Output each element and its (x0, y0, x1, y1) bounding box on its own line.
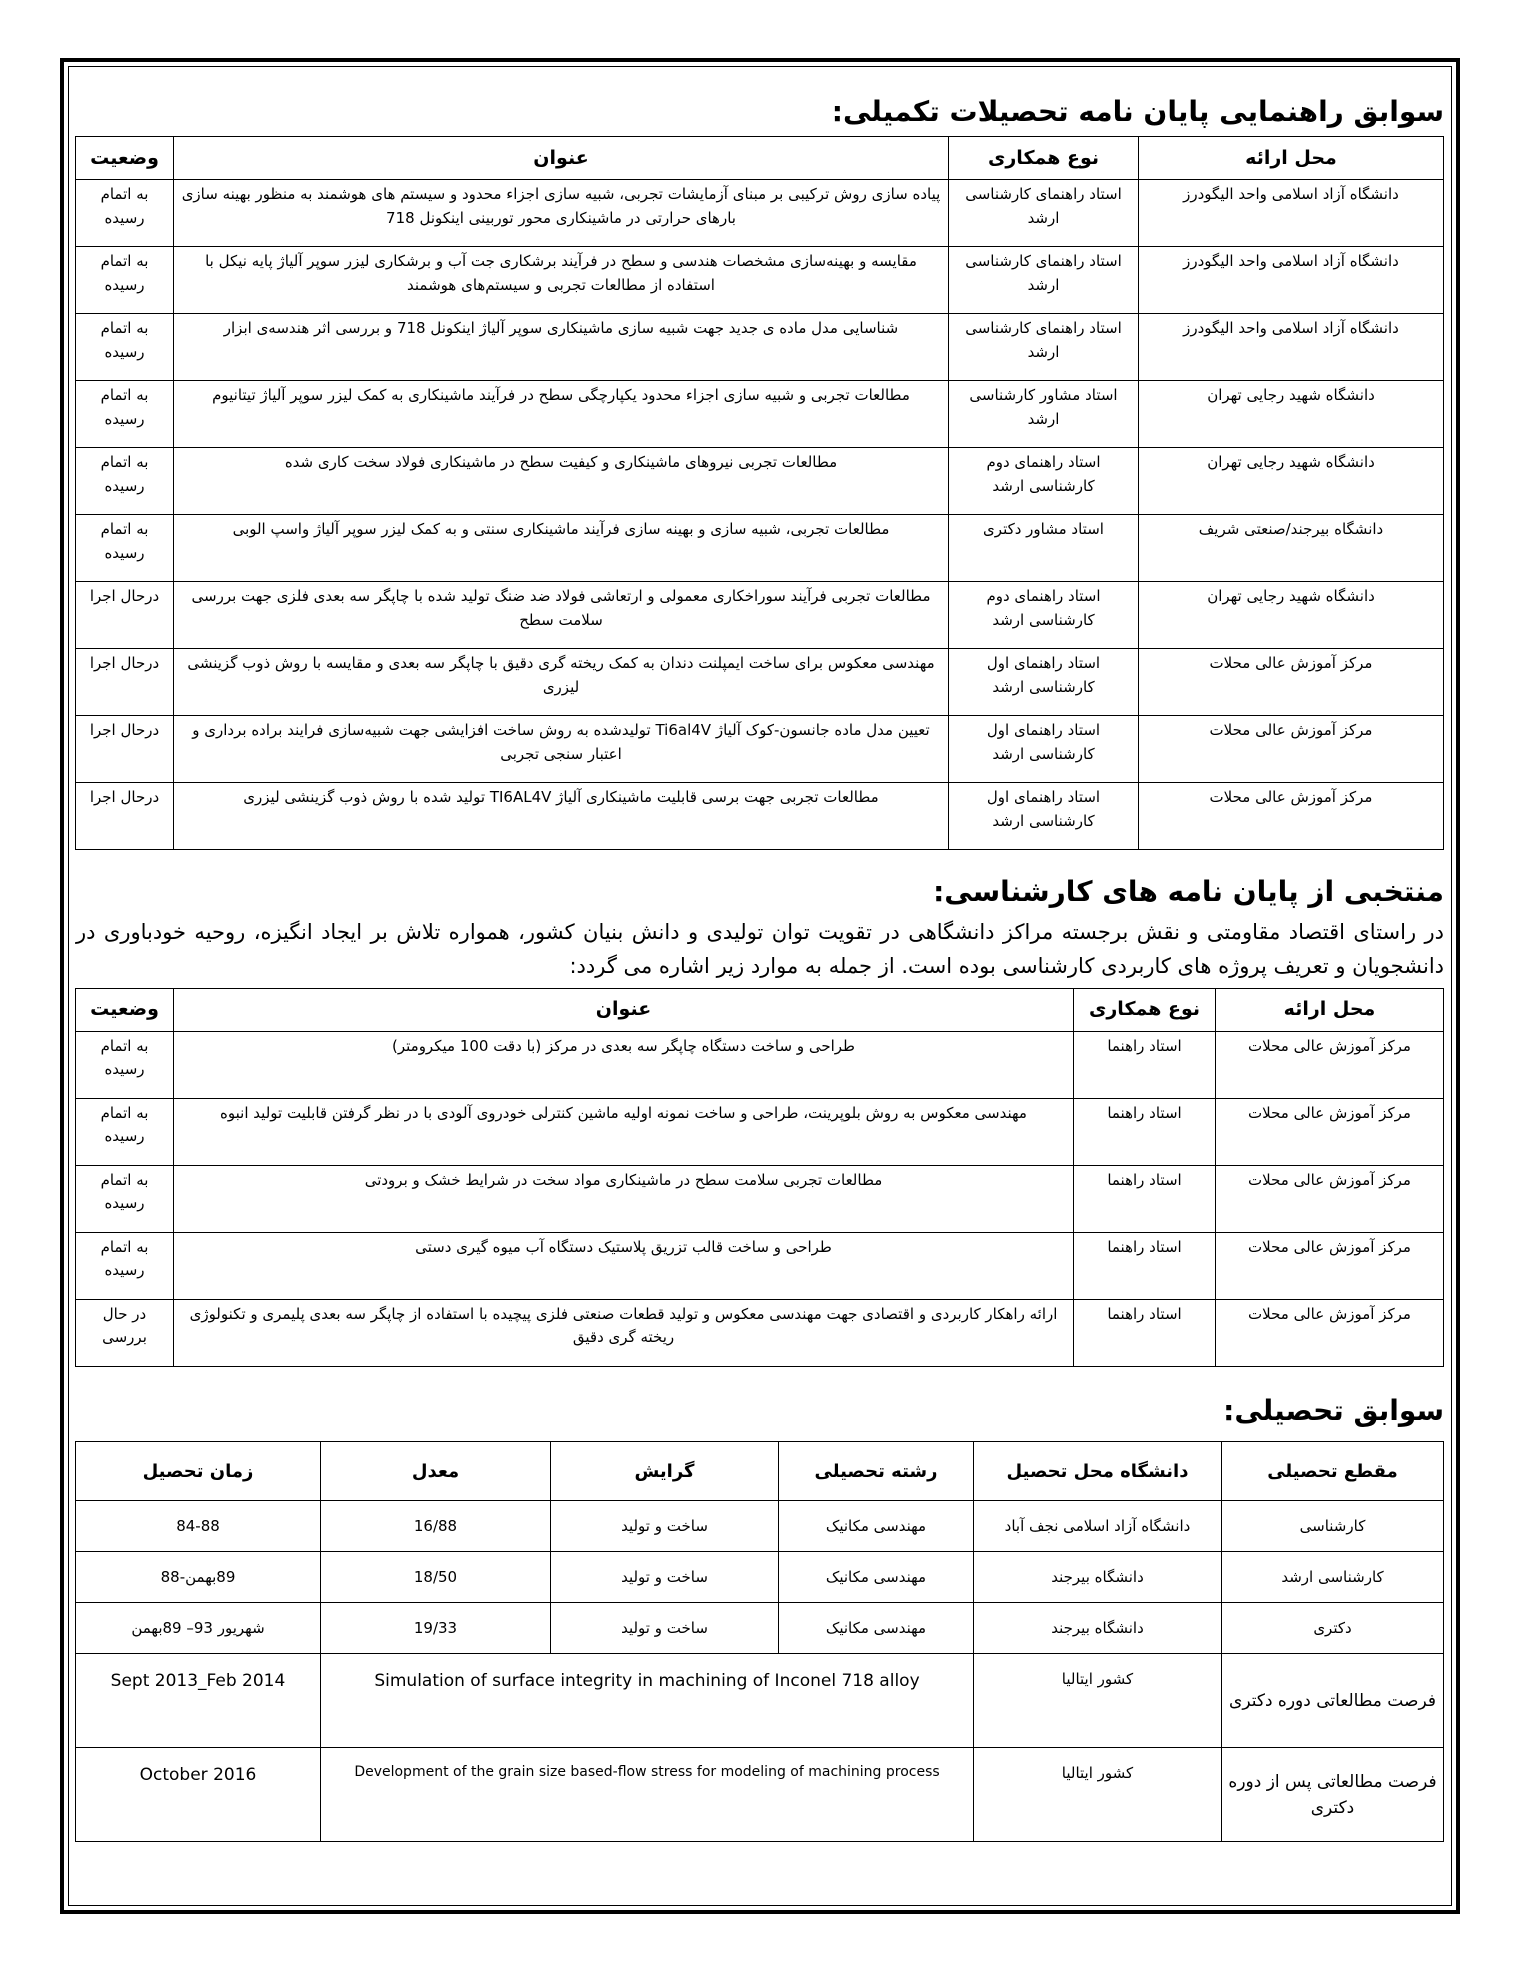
study-period-cell: Sept 2013_Feb 2014 (76, 1654, 321, 1748)
col-header: معدل (321, 1442, 551, 1501)
status-cell: به اتمام رسیده (76, 1166, 174, 1233)
place-cell: مرکز آموزش عالی محلات (1216, 1233, 1444, 1300)
branch-cell: ساخت و تولید (551, 1603, 779, 1654)
study-period-cell: October 2016 (76, 1748, 321, 1842)
university-cell: دانشگاه بیرجند (974, 1603, 1222, 1654)
table-row (76, 1748, 1444, 1842)
gpa-cell: 16/88 (321, 1501, 551, 1552)
cooperation-type-cell: استاد مشاور کارشناسی ارشد (949, 381, 1139, 448)
research-topic-cell: Development of the grain size based-flow stress for modeling of machining process (321, 1748, 974, 1842)
section2-title: منتخبی از پایان نامه های کارشناسی: (933, 875, 1444, 909)
status-cell: به اتمام رسیده (76, 180, 174, 247)
project-title-cell: مطالعات تجربی سلامت سطح در ماشینکاری مواد سخت در شرایط خشک و برودتی (174, 1166, 1074, 1233)
place-cell: مرکز آموزش عالی محلات (1216, 1099, 1444, 1166)
status-cell: درحال اجرا (76, 582, 174, 649)
status-cell: به اتمام رسیده (76, 381, 174, 448)
col-header: رشته تحصیلی (779, 1442, 974, 1501)
gpa-cell: 19/33 (321, 1603, 551, 1654)
thesis-title-cell: مقایسه و بهینه‌سازی مشخصات هندسی و سطح در فرآیند برشکاری جت آب و برشکاری لیزر سوپر آلیاژ پایه نیکل با استفاده از مطالعات تجربی و سیستم‌های هوشمند (174, 247, 949, 314)
table-row (76, 314, 1444, 381)
cooperation-type-cell: استاد راهنمای دوم کارشناسی ارشد (949, 582, 1139, 649)
study-period-cell: شهریور 93– 89بهمن (76, 1603, 321, 1654)
research-topic-cell: Simulation of surface integrity in machining of Inconel 718 alloy (321, 1654, 974, 1748)
project-title-cell: مهندسی معکوس به روش بلوپرینت، طراحی و ساخت نمونه اولیه ماشین کنترلی خودروی آلودی با در نظر گرفتن قابلیت تولید انبوه (174, 1099, 1074, 1166)
university-cell: دانشگاه آزاد اسلامی نجف آباد (974, 1501, 1222, 1552)
table-header-row (76, 137, 1444, 180)
cooperation-type-cell: استاد راهنما (1074, 1099, 1216, 1166)
status-cell: به اتمام رسیده (76, 1032, 174, 1099)
table-row (76, 381, 1444, 448)
degree-level-cell: فرصت مطالعاتی دوره دکتری (1222, 1654, 1444, 1748)
place-cell: مرکز آموزش عالی محلات (1139, 716, 1444, 783)
table-row (76, 1032, 1444, 1099)
project-title-cell: طراحی و ساخت قالب تزریق پلاستیک دستگاه آب میوه گیری دستی (174, 1233, 1074, 1300)
col-header: عنوان (174, 989, 1074, 1032)
table-row (76, 649, 1444, 716)
thesis-title-cell: شناسایی مدل ماده ی جدید جهت شبیه سازی ماشینکاری سوپر آلیاژ اینکونل 718 و بررسی اثر هندسه‌ی ابزار (174, 314, 949, 381)
cooperation-type-cell: استاد راهنما (1074, 1233, 1216, 1300)
status-cell: به اتمام رسیده (76, 515, 174, 582)
col-header: نوع همکاری (1074, 989, 1216, 1032)
place-cell: دانشگاه بیرجند/صنعتی شریف (1139, 515, 1444, 582)
status-cell: درحال اجرا (76, 783, 174, 850)
status-cell: درحال اجرا (76, 716, 174, 783)
table-row (76, 1552, 1444, 1603)
place-cell: دانشگاه شهید رجایی تهران (1139, 582, 1444, 649)
branch-cell: ساخت و تولید (551, 1501, 779, 1552)
place-cell: مرکز آموزش عالی محلات (1216, 1166, 1444, 1233)
table-row (76, 515, 1444, 582)
section3-title: سوابق تحصیلی: (1223, 1394, 1444, 1428)
table-row (76, 1233, 1444, 1300)
university-cell: دانشگاه بیرجند (974, 1552, 1222, 1603)
degree-level-cell: فرصت مطالعاتی پس از دوره دکتری (1222, 1748, 1444, 1842)
gpa-cell: 18/50 (321, 1552, 551, 1603)
cooperation-type-cell: استاد راهنما (1074, 1032, 1216, 1099)
col-header: گرایش (551, 1442, 779, 1501)
table-row (76, 1603, 1444, 1654)
cooperation-type-cell: استاد راهنمای کارشناسی ارشد (949, 314, 1139, 381)
status-cell: در حال بررسی (76, 1300, 174, 1367)
table-row (76, 448, 1444, 515)
col-header: نوع همکاری (949, 137, 1139, 180)
cooperation-type-cell: استاد راهنمای اول کارشناسی ارشد (949, 783, 1139, 850)
thesis-title-cell: مطالعات تجربی و شبیه سازی اجزاء محدود یکپارچگی سطح در فرآیند ماشینکاری به کمک لیزر سوپر آلیاژ تیتانیوم (174, 381, 949, 448)
table-row (76, 1654, 1444, 1748)
place-cell: دانشگاه شهید رجایی تهران (1139, 448, 1444, 515)
degree-level-cell: دکتری (1222, 1603, 1444, 1654)
field-cell: مهندسی مکانیک (779, 1552, 974, 1603)
place-cell: مرکز آموزش عالی محلات (1139, 783, 1444, 850)
project-title-cell: ارائه راهکار کاربردی و اقتصادی جهت مهندسی معکوس و تولید قطعات صنعتی فلزی پیچیده با استفاده از چاپگر سه بعدی پلیمری و تکنولوژی ریخته گری دقیق (174, 1300, 1074, 1367)
section1-title: سوابق راهنمایی پایان نامه تحصیلات تکمیلی: (831, 95, 1444, 128)
degree-level-cell: کارشناسی ارشد (1222, 1552, 1444, 1603)
place-cell: مرکز آموزش عالی محلات (1216, 1032, 1444, 1099)
cooperation-type-cell: استاد راهنمای کارشناسی ارشد (949, 180, 1139, 247)
col-header: محل ارائه (1216, 989, 1444, 1032)
cooperation-type-cell: استاد راهنمای اول کارشناسی ارشد (949, 716, 1139, 783)
table-row (76, 783, 1444, 850)
place-cell: مرکز آموزش عالی محلات (1139, 649, 1444, 716)
col-header: وضعیت (76, 137, 174, 180)
table-row (76, 1300, 1444, 1367)
col-header: زمان تحصیل (76, 1442, 321, 1501)
place-cell: دانشگاه آزاد اسلامی واحد الیگودرز (1139, 314, 1444, 381)
cooperation-type-cell: استاد راهنما (1074, 1166, 1216, 1233)
thesis-title-cell: تعیین مدل ماده جانسون-کوک آلیاژ Ti6al4V تولیدشده به روش ساخت افزایشی جهت شبیه‌سازی فرایند براده برداری و اعتبار سنجی تجربی (174, 716, 949, 783)
cooperation-type-cell: استاد مشاور دکتری (949, 515, 1139, 582)
cooperation-type-cell: استاد راهنما (1074, 1300, 1216, 1367)
col-header: مقطع تحصیلی (1222, 1442, 1444, 1501)
study-period-cell: 84-88 (76, 1501, 321, 1552)
thesis-title-cell: مهندسی معکوس برای ساخت ایمپلنت دندان به کمک ریخته گری دقیق با چاپگر سه بعدی و مقایسه با روش ذوب گزینشی لیزری (174, 649, 949, 716)
table-header-row (76, 1442, 1444, 1501)
status-cell: به اتمام رسیده (76, 1099, 174, 1166)
col-header: دانشگاه محل تحصیل (974, 1442, 1222, 1501)
table-header-row (76, 989, 1444, 1032)
field-cell: مهندسی مکانیک (779, 1603, 974, 1654)
section2-paragraph: در راستای اقتصاد مقاومتی و نقش برجسته مراکز دانشگاهی در تقویت توان تولیدی و دانش بنیان کشور، همواره تلاش بر ایجاد انگیزه، روحیه خودباوری در دانشجویان و تعریف پروژه های کاربردی کارشناسی بوده است. از جمله به موارد زیر اشاره می گردد: (76, 919, 1444, 979)
table-row (76, 1099, 1444, 1166)
thesis-title-cell: مطالعات تجربی، شبیه سازی و بهینه سازی فرآیند ماشینکاری سنتی و به کمک لیزر سوپر آلیاژ واسپ الوبی (174, 515, 949, 582)
place-cell: دانشگاه آزاد اسلامی واحد الیگودرز (1139, 247, 1444, 314)
thesis-title-cell: مطالعات تجربی جهت برسی قابلیت ماشینکاری آلیاژ TI6AL4V تولید شده با روش ذوب گزینشی لیزری (174, 783, 949, 850)
education-table (75, 1441, 1444, 1842)
col-header: محل ارائه (1139, 137, 1444, 180)
place-cell: دانشگاه شهید رجایی تهران (1139, 381, 1444, 448)
status-cell: به اتمام رسیده (76, 1233, 174, 1300)
cooperation-type-cell: استاد راهنمای دوم کارشناسی ارشد (949, 448, 1139, 515)
cooperation-type-cell: استاد راهنمای کارشناسی ارشد (949, 247, 1139, 314)
degree-level-cell: کارشناسی (1222, 1501, 1444, 1552)
table-row (76, 247, 1444, 314)
project-title-cell: طراحی و ساخت دستگاه چاپگر سه بعدی در مرکز (با دقت 100 میکرومتر) (174, 1032, 1074, 1099)
supervision-table (75, 136, 1444, 850)
thesis-title-cell: مطالعات تجربی فرآیند سوراخکاری معمولی و ارتعاشی فولاد ضد ضنگ تولید شده با چاپگر سه بعدی فلزی جهت بررسی سلامت سطح (174, 582, 949, 649)
col-header: وضعیت (76, 989, 174, 1032)
place-cell: مرکز آموزش عالی محلات (1216, 1300, 1444, 1367)
bachelor-projects-table (75, 988, 1444, 1367)
table-row (76, 180, 1444, 247)
table-row (76, 1166, 1444, 1233)
table-row (76, 1501, 1444, 1552)
status-cell: به اتمام رسیده (76, 247, 174, 314)
col-header: عنوان (174, 137, 949, 180)
country-cell: کشور ایتالیا (974, 1654, 1222, 1748)
field-cell: مهندسی مکانیک (779, 1501, 974, 1552)
cooperation-type-cell: استاد راهنمای اول کارشناسی ارشد (949, 649, 1139, 716)
status-cell: درحال اجرا (76, 649, 174, 716)
status-cell: به اتمام رسیده (76, 448, 174, 515)
branch-cell: ساخت و تولید (551, 1552, 779, 1603)
document-content (76, 66, 1444, 1842)
country-cell: کشور ایتالیا (974, 1748, 1222, 1842)
table-row (76, 716, 1444, 783)
study-period-cell: 89بهمن-88 (76, 1552, 321, 1603)
status-cell: به اتمام رسیده (76, 314, 174, 381)
place-cell: دانشگاه آزاد اسلامی واحد الیگودرز (1139, 180, 1444, 247)
table-row (76, 582, 1444, 649)
thesis-title-cell: پیاده سازی روش ترکیبی بر مبنای آزمایشات تجربی، شبیه سازی اجزاء محدود و سیستم های هوشمند به منظور بهینه سازی بارهای حرارتی در ماشینکاری محور توربینی اینکونل 718 (174, 180, 949, 247)
thesis-title-cell: مطالعات تجربی نیروهای ماشینکاری و کیفیت سطح در ماشینکاری فولاد سخت کاری شده (174, 448, 949, 515)
